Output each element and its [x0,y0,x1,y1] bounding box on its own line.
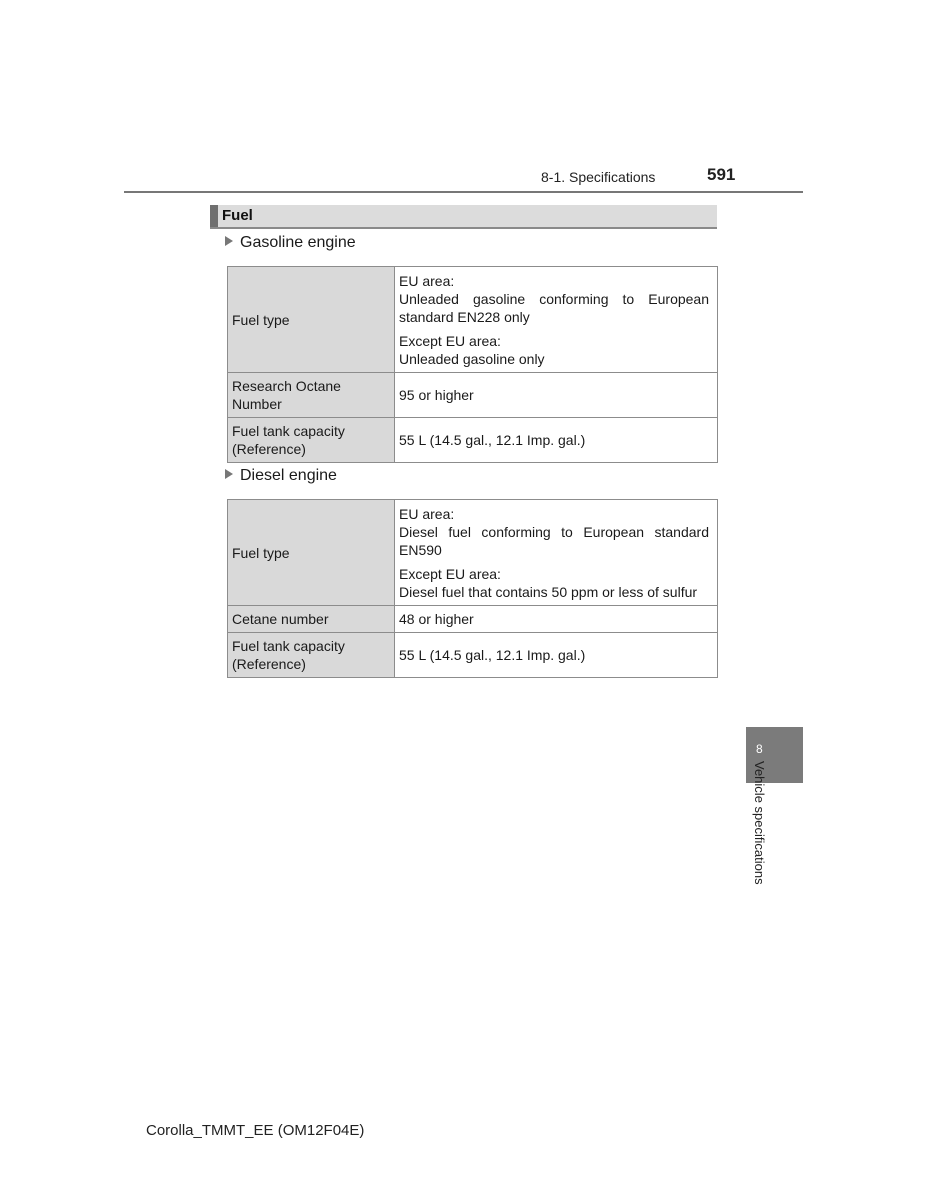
triangle-right-icon [225,469,233,479]
table-row [228,500,718,606]
triangle-right-icon [225,236,233,246]
diesel-spec-table [227,499,718,678]
footer-doc-id: Corolla_TMMT_EE (OM12F04E) [146,1122,365,1139]
section-accent [210,205,218,227]
table-row [228,606,718,633]
row-label: Fuel tank capacity (Reference) [228,418,395,463]
value-line: EU area: [399,272,455,289]
value-line: Except EU area: [399,332,501,349]
row-value: 55 L (14.5 gal., 12.1 Imp. gal.) [395,633,718,678]
row-label: Research Octane Number [228,373,395,418]
gasoline-engine-heading [225,234,356,252]
row-value: 48 or higher [395,606,718,633]
row-label: Fuel tank capacity (Reference) [228,633,395,678]
value-line: Except EU area: [399,565,501,582]
section-title-bar [210,205,717,229]
diesel-heading-text: Diesel engine [240,467,337,484]
value-line: EU area: [399,505,455,522]
gasoline-spec-table [227,266,718,463]
table-row [228,267,718,373]
row-value: 55 L (14.5 gal., 12.1 Imp. gal.) [395,418,718,463]
value-line: Diesel fuel conforming to European standard EN590 [399,523,709,558]
section-title: Fuel [222,207,253,224]
row-label: Cetane number [228,606,395,633]
gasoline-heading-text: Gasoline engine [240,234,356,251]
header-rule [124,191,803,193]
diesel-engine-heading [225,467,337,485]
table-row [228,633,718,678]
row-label: Fuel type [228,267,395,373]
value-line: Diesel fuel that contains 50 ppm or less of sulfur [399,583,698,600]
row-value [395,267,718,373]
row-value: 95 or higher [395,373,718,418]
table-row [228,373,718,418]
chapter-number: 8 [756,742,763,756]
chapter-label: Vehicle specifications [752,761,767,885]
row-label: Fuel type [228,500,395,606]
table-row [228,418,718,463]
header-section-title: 8-1. Specifications [541,169,656,185]
value-line: Unleaded gasoline conforming to European standard EN228 only [399,290,709,325]
value-line: Unleaded gasoline only [399,350,545,367]
page-number: 591 [707,165,736,184]
row-value [395,500,718,606]
